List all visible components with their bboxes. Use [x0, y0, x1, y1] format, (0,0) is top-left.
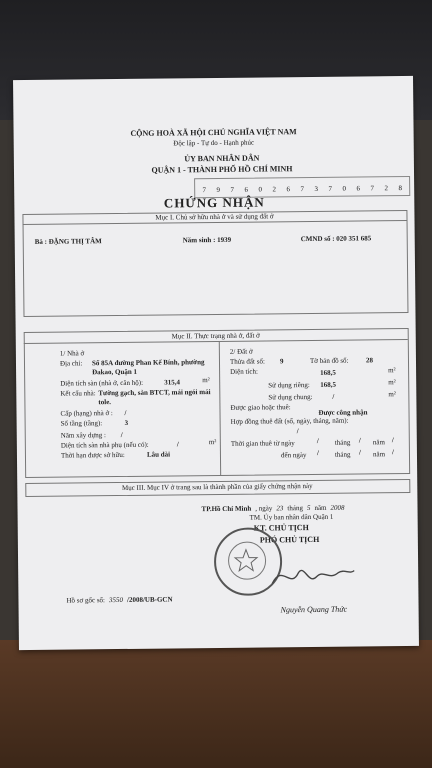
floor-area-unit: m²	[202, 376, 210, 385]
structure-label: Kết cấu nhà:	[60, 389, 96, 398]
floor-area-label: Diện tích sàn (nhà ở, căn hộ):	[60, 378, 144, 388]
district-title: QUẬN 1 - THÀNH PHỐ HỒ CHÍ MINH	[151, 164, 293, 175]
land-title: 2/ Đất ở	[229, 347, 253, 356]
lease-contract-value: /	[296, 427, 299, 436]
kt-chairman: KT. CHỦ TỊCH	[253, 523, 309, 533]
republic-title: CỘNG HOÀ XÃ HỘI CHỦ NGHĨA VIỆT NAM	[130, 127, 297, 138]
lease-to-label: đến ngày	[280, 451, 307, 460]
address-value: Số 85A đường Phan Kế Bính, phường Đakao, Quận 1	[91, 358, 205, 377]
lease-from-month-label: tháng	[334, 438, 351, 447]
grade-value: /	[124, 408, 127, 417]
committee-title: ỦY BAN NHÂN DÂN	[184, 153, 260, 164]
grade-label: Cấp (hạng) nhà ở :	[60, 409, 113, 418]
signer-name: Nguyễn Quang Thức	[280, 604, 348, 615]
plot-label: Thửa đất số:	[229, 357, 265, 366]
motto: Độc lập - Tự do - Hạnh phúc	[173, 138, 255, 148]
floor-area-value: 315,4	[164, 378, 180, 387]
background-table	[0, 640, 432, 768]
term-label: Thời hạn được sở hữu:	[60, 450, 125, 460]
vice-chairman: PHÓ CHỦ TỊCH	[259, 534, 320, 545]
shared-use-unit: m²	[388, 390, 396, 399]
shared-use-label: Sử dụng chung:	[268, 392, 313, 402]
structure-value: Tường gạch, sàn BTCT, mái ngói mái tole.	[98, 388, 211, 407]
aux-area-unit: m²	[208, 438, 217, 447]
certificate-title: CHỨNG NHẬN	[163, 194, 265, 211]
private-use-label: Sử dụng riêng:	[268, 381, 310, 390]
serial-number: 7 9 7 6 0 2 6 7 3 7 0 6 7 2 8	[194, 176, 410, 198]
section2-heading: Mục II. Thực trạng nhà ở, đất ở	[171, 331, 260, 341]
aux-area-value: /	[176, 440, 179, 449]
floors-label: Số tầng (tầng):	[60, 419, 103, 428]
floors-value: 3	[124, 418, 129, 427]
address-label: Địa chỉ:	[59, 359, 83, 368]
lease-from-value: /	[316, 436, 319, 445]
shared-use-value: /	[332, 392, 335, 401]
private-use-value: 168,5	[320, 380, 337, 389]
section1-box	[22, 210, 408, 317]
lease-to-month-value: /	[358, 448, 361, 457]
owner-id-number: CMND số : 020 351 685	[300, 234, 372, 244]
plot-value: 9	[279, 357, 284, 366]
allocation-label: Được giao hoặc thuê:	[230, 403, 291, 412]
handwritten-signature	[268, 555, 358, 596]
lease-to-month-label: tháng	[334, 450, 351, 459]
certificate-paper	[13, 76, 419, 650]
issue-date: TP.Hồ Chí Minh , ngày 23 tháng 5 năm 2008	[201, 503, 345, 514]
lease-from-year-label: năm	[372, 438, 385, 447]
aux-area-label: Diện tích sàn nhà phụ (nếu có):	[60, 440, 149, 450]
lease-from-month-value: /	[358, 436, 361, 445]
map-sheet-label: Tờ bản đồ số:	[309, 356, 349, 366]
term-value: Lâu dài	[146, 450, 171, 459]
land-area-label: Diện tích:	[230, 367, 258, 376]
lease-contract-label: Hợp đồng thuê đất (số, ngày, tháng, năm):	[230, 416, 349, 426]
year-built-label: Năm xây dựng :	[60, 431, 106, 440]
land-area-unit: m²	[388, 366, 396, 375]
lease-from-year-value: /	[391, 436, 394, 445]
map-sheet-value: 28	[365, 356, 374, 365]
owner-birth-year: Năm sinh : 1939	[182, 235, 232, 245]
lease-to-year-label: năm	[372, 450, 386, 459]
land-area-value: 168,5	[320, 368, 336, 377]
section1-heading: Mục I. Chủ sở hữu nhà ở và sử dụng đất ở	[155, 212, 274, 222]
house-title: 1/ Nhà ở	[59, 349, 85, 358]
year-built-value: /	[120, 430, 123, 440]
lease-to-value: /	[316, 448, 319, 457]
section3-note: Mục III. Mục IV ở trang sau là thành phần của giấy chứng nhận này	[121, 481, 313, 492]
allocation-value: Được công nhận	[318, 408, 368, 417]
private-use-unit: m²	[388, 378, 396, 387]
record-number: Hồ sơ gốc số: 3550 /2008/UB-GCN	[66, 595, 173, 605]
owner-name: Bà : ĐẶNG THỊ TÂM	[34, 237, 102, 246]
lease-from-label: Thời gian thuê từ ngày	[230, 439, 295, 448]
on-behalf-label: TM. Ủy ban nhân dân Quận 1	[249, 512, 334, 522]
lease-to-year-value: /	[391, 448, 394, 457]
